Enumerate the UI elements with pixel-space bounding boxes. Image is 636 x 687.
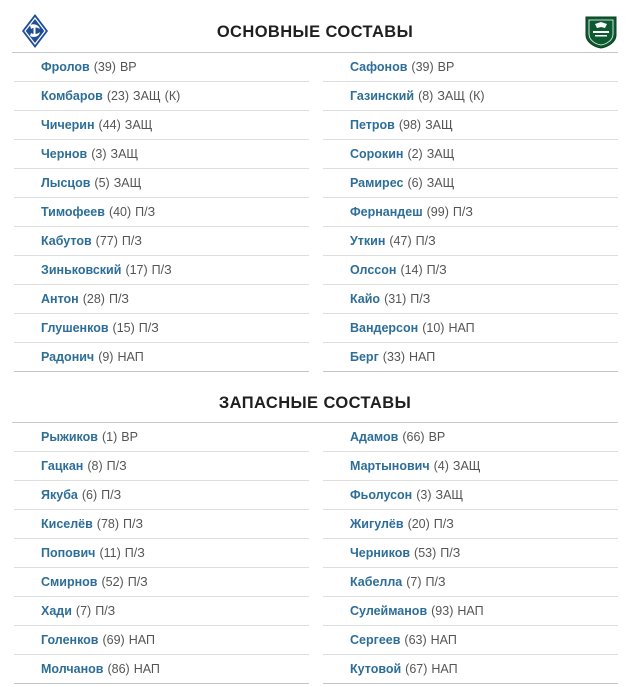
player-row [323, 169, 618, 198]
player-position: ЗАЩ [426, 176, 455, 190]
player-name[interactable]: Радонич [41, 350, 95, 364]
player-position: П/З [426, 263, 447, 277]
player-name[interactable]: Кабутов [41, 234, 92, 248]
player-row [14, 568, 309, 597]
player-row [14, 169, 309, 198]
player-position: П/З [124, 546, 145, 560]
player-row [14, 481, 309, 510]
player-position: П/З [425, 575, 446, 589]
player-row [323, 111, 618, 140]
player-name[interactable]: Сорокин [350, 147, 404, 161]
player-position: ЗАЩ [133, 89, 161, 103]
player-position: П/З [433, 517, 454, 531]
player-number: (23) [106, 89, 130, 103]
player-name[interactable]: Сафонов [350, 60, 408, 74]
player-name[interactable]: Якуба [41, 488, 78, 502]
subs-lineups-title: ЗАПАСНЫЕ СОСТАВЫ [218, 394, 412, 412]
player-name[interactable]: Рамирес [350, 176, 404, 190]
player-position: П/З [138, 321, 159, 335]
player-position: НАП [431, 662, 458, 676]
player-name[interactable]: Петров [350, 118, 395, 132]
player-name[interactable]: Жигулёв [350, 517, 404, 531]
player-number: (9) [98, 350, 114, 364]
player-position: ЗАЩ [452, 459, 481, 473]
player-number: (11) [99, 546, 121, 560]
player-row [323, 423, 618, 452]
player-number: (44) [98, 118, 121, 132]
main-lineups-header [12, 12, 618, 53]
main-lineups-title: ОСНОВНЫЕ СОСТАВЫ [216, 23, 414, 41]
player-position: П/З [135, 205, 156, 219]
player-position: П/З [440, 546, 461, 560]
player-position: П/З [151, 263, 172, 277]
player-name[interactable]: Чичерин [41, 118, 95, 132]
player-position: ВР [428, 430, 446, 444]
player-name[interactable]: Чернов [41, 147, 88, 161]
player-position: П/З [121, 234, 142, 248]
home-main-lineup [14, 53, 309, 372]
captain-badge: (К) [468, 89, 485, 103]
player-number: (69) [102, 633, 125, 647]
player-row [323, 198, 618, 227]
player-position: ЗАЩ [426, 147, 455, 161]
home-subs-lineup [14, 423, 309, 684]
player-number: (39) [93, 60, 116, 74]
player-number: (33) [382, 350, 406, 364]
player-position: П/З [106, 459, 127, 473]
player-name[interactable]: Рыжиков [41, 430, 98, 444]
player-row [323, 53, 618, 82]
player-row [14, 285, 309, 314]
player-number: (8) [87, 459, 103, 473]
player-number: (99) [426, 205, 449, 219]
player-number: (7) [75, 604, 92, 618]
away-main-lineup [323, 53, 618, 372]
player-row [14, 82, 309, 111]
player-name[interactable]: Олссон [350, 263, 397, 277]
player-name[interactable]: Кайо [350, 292, 381, 306]
player-position: П/З [108, 292, 129, 306]
player-row [14, 597, 309, 626]
player-number: (66) [402, 430, 425, 444]
player-row [323, 227, 618, 256]
player-number: (53) [414, 546, 437, 560]
player-number: (4) [433, 459, 449, 473]
player-position: НАП [457, 604, 484, 618]
player-name[interactable]: Берг [350, 350, 379, 364]
player-name[interactable]: Уткин [350, 234, 386, 248]
player-row [323, 568, 618, 597]
player-number: (78) [96, 517, 120, 531]
player-number: (77) [95, 234, 118, 248]
player-row [14, 198, 309, 227]
player-position: П/З [95, 604, 116, 618]
player-number: (7) [406, 575, 422, 589]
player-number: (28) [82, 292, 105, 306]
player-name[interactable]: Сулейманов [350, 604, 428, 618]
player-name[interactable]: Глушенков [41, 321, 109, 335]
captain-badge: (К) [164, 89, 181, 103]
player-number: (17) [125, 263, 148, 277]
player-row [323, 343, 618, 372]
player-number: (10) [422, 321, 445, 335]
player-number: (6) [81, 488, 98, 502]
player-position: П/З [415, 234, 436, 248]
player-name[interactable]: Зиньковский [41, 263, 122, 277]
player-row [14, 423, 309, 452]
player-name[interactable]: Газинский [350, 89, 415, 103]
player-row [14, 140, 309, 169]
player-row [323, 452, 618, 481]
player-row [323, 655, 618, 684]
player-position: ЗАЩ [124, 118, 153, 132]
player-name[interactable]: Киселёв [41, 517, 93, 531]
player-position: П/З [452, 205, 473, 219]
player-number: (31) [384, 292, 407, 306]
player-name[interactable]: Тимофеев [41, 205, 105, 219]
player-number: (39) [411, 60, 434, 74]
player-name[interactable]: Молчанов [41, 662, 104, 676]
player-position: НАП [117, 350, 144, 364]
player-row [14, 626, 309, 655]
player-number: (20) [407, 517, 430, 531]
player-position: НАП [128, 633, 155, 647]
player-row [323, 626, 618, 655]
player-number: (14) [400, 263, 423, 277]
player-row [323, 314, 618, 343]
player-name[interactable]: Антон [41, 292, 79, 306]
player-number: (8) [418, 89, 434, 103]
player-number: (93) [431, 604, 454, 618]
player-row [14, 655, 309, 684]
player-name[interactable]: Попович [41, 546, 96, 560]
player-row [323, 539, 618, 568]
player-position: П/З [127, 575, 148, 589]
player-number: (6) [407, 176, 423, 190]
player-position: ЗАЩ [435, 488, 464, 502]
player-position: П/З [101, 488, 122, 502]
player-row [323, 256, 618, 285]
player-position: П/З [410, 292, 431, 306]
player-name[interactable]: Адамов [350, 430, 399, 444]
player-row [323, 140, 618, 169]
player-row [323, 510, 618, 539]
player-position: НАП [409, 350, 436, 364]
player-number: (5) [94, 176, 110, 190]
player-position: ЗАЩ [113, 176, 142, 190]
player-number: (86) [107, 662, 130, 676]
player-row [14, 510, 309, 539]
player-name[interactable]: Хади [41, 604, 72, 618]
player-row [323, 82, 618, 111]
player-row [14, 314, 309, 343]
player-name[interactable]: Мартынович [350, 459, 430, 473]
player-position: ВР [119, 60, 137, 74]
player-position: ЗАЩ [425, 118, 453, 132]
player-row [14, 53, 309, 82]
player-name[interactable]: Вандерсон [350, 321, 419, 335]
player-row [14, 343, 309, 372]
player-position: НАП [448, 321, 475, 335]
player-number: (47) [389, 234, 412, 248]
player-number: (67) [405, 662, 428, 676]
subs-lineups-header [12, 385, 618, 423]
player-row [323, 285, 618, 314]
player-position: ВР [437, 60, 455, 74]
player-name[interactable]: Сергеев [350, 633, 401, 647]
player-number: (98) [398, 118, 422, 132]
player-position: НАП [133, 662, 160, 676]
player-number: (3) [416, 488, 432, 502]
player-name[interactable]: Фернандеш [350, 205, 423, 219]
away-subs-lineup [323, 423, 618, 684]
player-number: (52) [101, 575, 124, 589]
player-row [14, 539, 309, 568]
player-name[interactable]: Черников [350, 546, 411, 560]
player-position: П/З [123, 517, 144, 531]
player-row [323, 597, 618, 626]
player-row [14, 111, 309, 140]
player-name[interactable]: Гацкан [41, 459, 84, 473]
player-number: (2) [407, 147, 423, 161]
player-number: (63) [404, 633, 427, 647]
krasnodar-crest-icon [584, 13, 618, 49]
player-position: ЗАЩ [110, 147, 139, 161]
player-number: (40) [108, 205, 132, 219]
player-number: (1) [101, 430, 118, 444]
player-position: ЗАЩ [437, 89, 465, 103]
player-name[interactable]: Кутовой [350, 662, 402, 676]
player-number: (15) [112, 321, 135, 335]
player-name[interactable]: Лысцов [41, 176, 91, 190]
player-name[interactable]: Голенков [41, 633, 99, 647]
player-name[interactable]: Комбаров [41, 89, 103, 103]
player-name[interactable]: Смирнов [41, 575, 98, 589]
player-name[interactable]: Кабелла [350, 575, 403, 589]
player-row [14, 452, 309, 481]
player-row [14, 227, 309, 256]
player-position: ВР [121, 430, 138, 444]
player-row [323, 481, 618, 510]
player-name[interactable]: Фролов [41, 60, 90, 74]
player-number: (3) [91, 147, 107, 161]
player-position: НАП [430, 633, 457, 647]
player-row [14, 256, 309, 285]
player-name[interactable]: Фьолусон [350, 488, 413, 502]
